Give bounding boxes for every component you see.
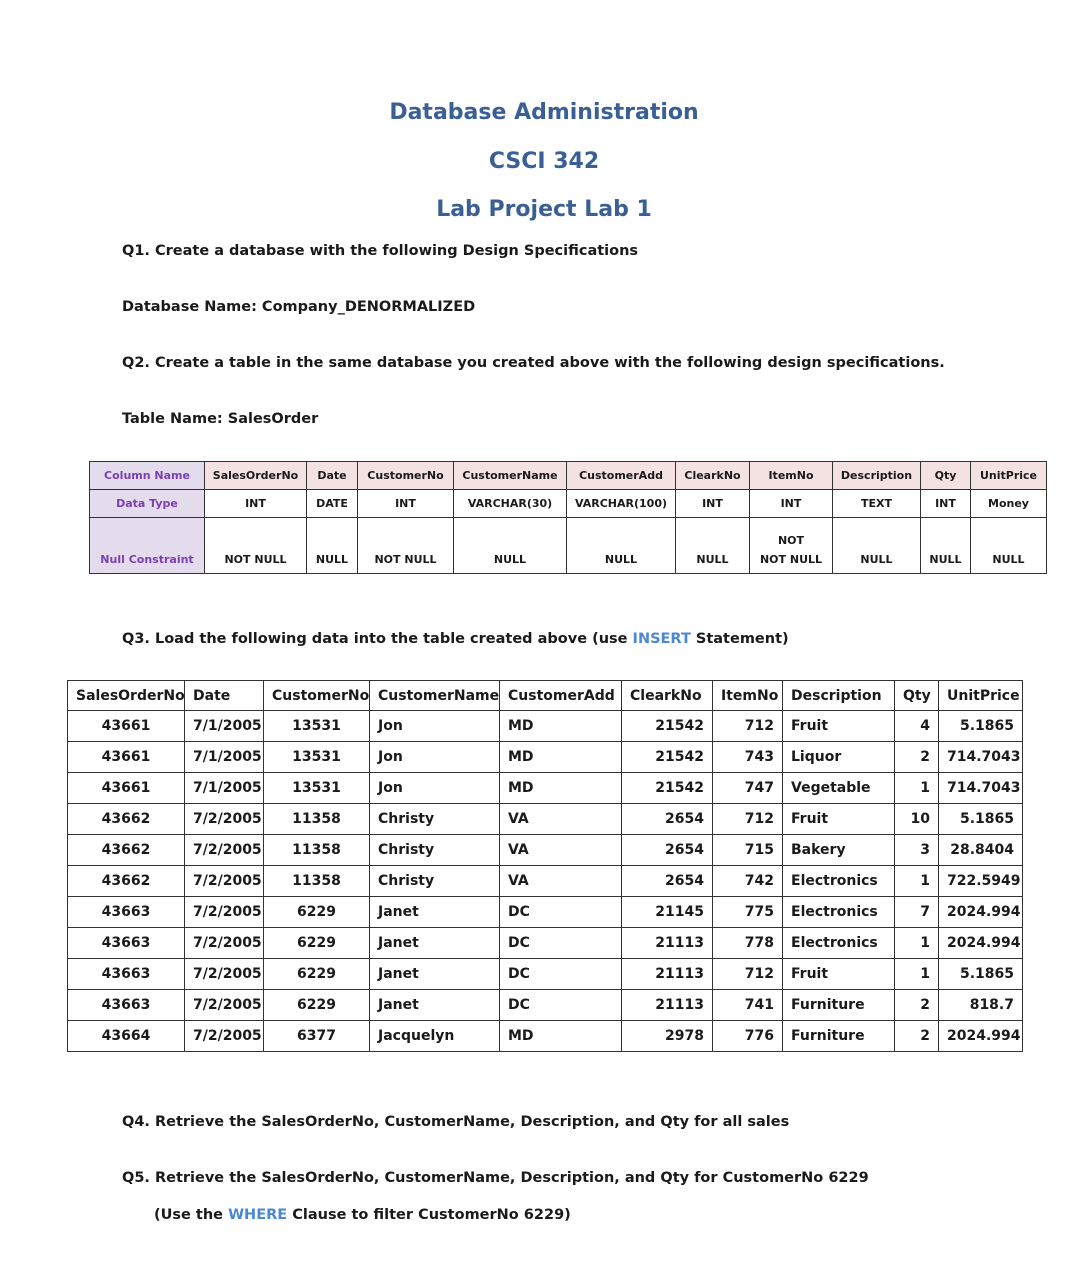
table-cell: 11358 — [264, 866, 370, 897]
table-cell: Jacquelyn — [370, 1021, 500, 1052]
table-cell: VA — [500, 866, 622, 897]
table-cell: Fruit — [783, 804, 895, 835]
table-cell: 2654 — [622, 866, 713, 897]
table-cell: 6229 — [264, 959, 370, 990]
table-cell: 21542 — [622, 773, 713, 804]
spec-cell: NULL — [676, 518, 750, 574]
table-cell: VA — [500, 835, 622, 866]
spec-cell-extra: NOT — [777, 534, 805, 547]
table-cell: 2024.994 — [939, 897, 1023, 928]
q5-note — [154, 1207, 571, 1223]
table-cell: 7/2/2005 — [185, 990, 264, 1021]
table-cell: MD — [500, 773, 622, 804]
spec-cell: VARCHAR(100) — [567, 490, 676, 518]
table-cell: 43662 — [68, 804, 185, 835]
spec-cell — [750, 518, 833, 574]
table-row — [68, 928, 1023, 959]
table-cell: 1 — [895, 959, 939, 990]
table-cell: 2024.994 — [939, 1021, 1023, 1052]
table-cell: 2654 — [622, 804, 713, 835]
table-row — [68, 835, 1023, 866]
design-spec-table — [89, 461, 1047, 574]
table-cell: 741 — [713, 990, 783, 1021]
table-cell: 21542 — [622, 711, 713, 742]
table-cell: Janet — [370, 928, 500, 959]
table-cell: DC — [500, 928, 622, 959]
table-cell: 6377 — [264, 1021, 370, 1052]
table-cell: 2 — [895, 1021, 939, 1052]
table-cell: 21113 — [622, 959, 713, 990]
spec-cell: NULL — [307, 518, 358, 574]
table-cell: VA — [500, 804, 622, 835]
table-cell: 5.1865 — [939, 959, 1023, 990]
table-cell: 28.8404 — [939, 835, 1023, 866]
spec-cell: INT — [358, 490, 454, 518]
table-cell: 43663 — [68, 959, 185, 990]
table-cell: Furniture — [783, 1021, 895, 1052]
spec-cell: INT — [676, 490, 750, 518]
q4-text: Q4. Retrieve the SalesOrderNo, CustomerName, Description, and Qty for all sales — [122, 1114, 790, 1130]
table-row — [68, 773, 1023, 804]
table-cell: Jon — [370, 742, 500, 773]
q3-prefix: Q3. Load the following data into the table created above (use — [122, 631, 633, 647]
spec-cell: NULL — [567, 518, 676, 574]
table-cell: 712 — [713, 804, 783, 835]
q5-note-suffix: Clause to filter CustomerNo 6229) — [287, 1207, 571, 1223]
where-keyword: WHERE — [228, 1207, 288, 1223]
table-cell: 7/2/2005 — [185, 959, 264, 990]
table-row — [68, 897, 1023, 928]
table-cell: 715 — [713, 835, 783, 866]
spec-cell: CustomerName — [454, 462, 567, 490]
table-cell: 722.5949 — [939, 866, 1023, 897]
table-cell: 13531 — [264, 711, 370, 742]
table-cell: 1 — [895, 928, 939, 959]
table-cell: Christy — [370, 804, 500, 835]
table-cell: 21542 — [622, 742, 713, 773]
table-row — [68, 1021, 1023, 1052]
table-cell: Janet — [370, 897, 500, 928]
table-cell: Janet — [370, 959, 500, 990]
table-cell: DC — [500, 990, 622, 1021]
table-cell: MD — [500, 742, 622, 773]
data-header: Qty — [895, 681, 939, 711]
table-row — [68, 742, 1023, 773]
spec-cell: Qty — [921, 462, 971, 490]
table-cell: Jon — [370, 711, 500, 742]
table-cell: DC — [500, 897, 622, 928]
data-header: CustomerAdd — [500, 681, 622, 711]
table-cell: MD — [500, 711, 622, 742]
table-cell: 2654 — [622, 835, 713, 866]
table-cell: Electronics — [783, 928, 895, 959]
table-cell: 742 — [713, 866, 783, 897]
table-cell: 21113 — [622, 928, 713, 959]
table-cell: Liquor — [783, 742, 895, 773]
spec-cell: Date — [307, 462, 358, 490]
table-cell: 43663 — [68, 928, 185, 959]
table-cell: Christy — [370, 835, 500, 866]
table-cell: 3 — [895, 835, 939, 866]
table-cell: 712 — [713, 959, 783, 990]
spec-cell: CustomerNo — [358, 462, 454, 490]
table-cell: Electronics — [783, 897, 895, 928]
spec-label: Column Name — [90, 462, 205, 490]
table-cell: 1 — [895, 773, 939, 804]
spec-cell: INT — [750, 490, 833, 518]
spec-row-column-name — [90, 462, 1047, 490]
table-cell: 43664 — [68, 1021, 185, 1052]
table-cell: Electronics — [783, 866, 895, 897]
table-cell: 43661 — [68, 742, 185, 773]
spec-cell: NOT NULL — [358, 518, 454, 574]
data-header: CustomerNo — [264, 681, 370, 711]
q3-text — [122, 631, 789, 647]
insert-keyword: INSERT — [632, 631, 691, 647]
table-cell: 7/2/2005 — [185, 804, 264, 835]
table-cell: Bakery — [783, 835, 895, 866]
table-cell: 7/1/2005 — [185, 773, 264, 804]
lab-title: Lab Project Lab 1 — [436, 197, 652, 222]
table-cell: 43661 — [68, 711, 185, 742]
table-row — [68, 804, 1023, 835]
doc-title: Database Administration — [389, 100, 699, 125]
table-cell: 10 — [895, 804, 939, 835]
spec-cell: CustomerAdd — [567, 462, 676, 490]
data-header: ItemNo — [713, 681, 783, 711]
db-name: Database Name: Company_DENORMALIZED — [122, 299, 476, 315]
table-cell: 818.7 — [939, 990, 1023, 1021]
spec-label: Null Constraint — [90, 518, 205, 574]
table-cell: 2 — [895, 990, 939, 1021]
table-cell: Janet — [370, 990, 500, 1021]
spec-cell: SalesOrderNo — [205, 462, 307, 490]
table-cell: 13531 — [264, 773, 370, 804]
table-cell: 43662 — [68, 866, 185, 897]
data-header: SalesOrderNo — [68, 681, 185, 711]
spec-cell: INT — [205, 490, 307, 518]
table-cell: 1 — [895, 866, 939, 897]
table-cell: 778 — [713, 928, 783, 959]
spec-cell: Money — [971, 490, 1047, 518]
table-cell: 2024.994 — [939, 928, 1023, 959]
table-cell: Christy — [370, 866, 500, 897]
table-cell: 2978 — [622, 1021, 713, 1052]
table-cell: 714.7043 — [939, 773, 1023, 804]
table-cell: 6229 — [264, 990, 370, 1021]
data-header: UnitPrice — [939, 681, 1023, 711]
table-cell: 743 — [713, 742, 783, 773]
table-cell: 7/1/2005 — [185, 742, 264, 773]
table-cell: 7/2/2005 — [185, 1021, 264, 1052]
table-cell: 21113 — [622, 990, 713, 1021]
spec-label: Data Type — [90, 490, 205, 518]
table-cell: 21145 — [622, 897, 713, 928]
table-cell: 5.1865 — [939, 711, 1023, 742]
table-row — [68, 959, 1023, 990]
data-header: Description — [783, 681, 895, 711]
spec-cell: TEXT — [833, 490, 921, 518]
table-cell: 7 — [895, 897, 939, 928]
table-cell: 4 — [895, 711, 939, 742]
table-row — [68, 711, 1023, 742]
spec-cell: NULL — [454, 518, 567, 574]
table-cell: 747 — [713, 773, 783, 804]
spec-cell: DATE — [307, 490, 358, 518]
data-header-row — [68, 681, 1023, 711]
q5-text: Q5. Retrieve the SalesOrderNo, CustomerName, Description, and Qty for CustomerNo 6229 — [122, 1170, 869, 1186]
spec-cell: Description — [833, 462, 921, 490]
table-cell: 6229 — [264, 928, 370, 959]
table-cell: 43663 — [68, 990, 185, 1021]
table-cell: 714.7043 — [939, 742, 1023, 773]
table-cell: DC — [500, 959, 622, 990]
table-cell: 11358 — [264, 804, 370, 835]
spec-cell: NOT NULL — [205, 518, 307, 574]
course-code: CSCI 342 — [488, 149, 600, 174]
table-cell: 7/1/2005 — [185, 711, 264, 742]
q1-text: Q1. Create a database with the following Design Specifications — [122, 243, 639, 259]
data-header: CustomerName — [370, 681, 500, 711]
table-cell: 13531 — [264, 742, 370, 773]
table-row — [68, 990, 1023, 1021]
table-cell: Furniture — [783, 990, 895, 1021]
table-cell: 11358 — [264, 835, 370, 866]
spec-cell: VARCHAR(30) — [454, 490, 567, 518]
spec-cell: NULL — [833, 518, 921, 574]
spec-cell: UnitPrice — [971, 462, 1047, 490]
table-name: Table Name: SalesOrder — [122, 411, 319, 427]
spec-cell: NULL — [971, 518, 1047, 574]
table-cell: 775 — [713, 897, 783, 928]
spec-cell: INT — [921, 490, 971, 518]
spec-cell: NULL — [921, 518, 971, 574]
data-header: Date — [185, 681, 264, 711]
table-cell: 7/2/2005 — [185, 866, 264, 897]
table-cell: 43662 — [68, 835, 185, 866]
q5-note-prefix: (Use the — [154, 1207, 229, 1223]
table-cell: Fruit — [783, 711, 895, 742]
table-cell: Jon — [370, 773, 500, 804]
table-cell: 712 — [713, 711, 783, 742]
table-cell: 7/2/2005 — [185, 835, 264, 866]
table-cell: 5.1865 — [939, 804, 1023, 835]
spec-cell-value: NOT NULL — [759, 553, 823, 566]
table-cell: MD — [500, 1021, 622, 1052]
table-cell: 43663 — [68, 897, 185, 928]
table-cell: 7/2/2005 — [185, 897, 264, 928]
spec-row-null-constraint — [90, 518, 1047, 574]
data-header: ClearkNo — [622, 681, 713, 711]
table-cell: 776 — [713, 1021, 783, 1052]
table-cell: 7/2/2005 — [185, 928, 264, 959]
table-cell: 6229 — [264, 897, 370, 928]
q2-text: Q2. Create a table in the same database you created above with the following design specifications. — [122, 355, 945, 371]
table-cell: Vegetable — [783, 773, 895, 804]
table-cell: Fruit — [783, 959, 895, 990]
table-row — [68, 866, 1023, 897]
spec-cell: ClearkNo — [676, 462, 750, 490]
spec-cell: ItemNo — [750, 462, 833, 490]
spec-row-data-type — [90, 490, 1047, 518]
sales-data-table — [67, 680, 1023, 1052]
q3-suffix: Statement) — [690, 631, 789, 647]
table-cell: 2 — [895, 742, 939, 773]
table-cell: 43661 — [68, 773, 185, 804]
